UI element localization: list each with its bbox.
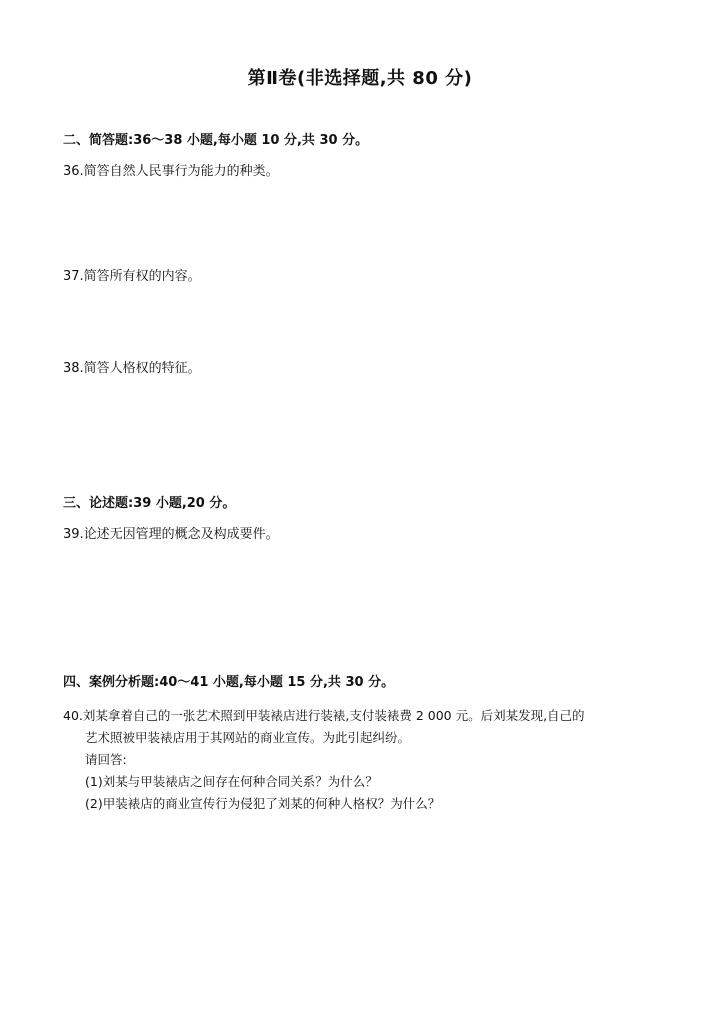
question-40-prompt: 请回答:	[85, 752, 127, 767]
question-36: 36.简答自然人民事行为能力的种类。	[63, 164, 279, 179]
question-40	[63, 705, 663, 815]
question-37: 37.简答所有权的内容。	[63, 269, 201, 284]
section-heading-short-answer: 二、简答题:36～38 小题,每小题 10 分,共 30 分。	[63, 133, 369, 148]
page-title: 第Ⅱ卷(非选择题,共 80 分)	[247, 68, 473, 89]
question-40-line2: 艺术照被甲装裱店用于其网站的商业宣传。为此引起纠纷。	[85, 730, 411, 745]
question-40-sub2: (2)甲装裱店的商业宣传行为侵犯了刘某的何种人格权？为什么？	[85, 796, 441, 811]
question-39: 39.论述无因管理的概念及构成要件。	[63, 527, 279, 542]
section-heading-essay: 三、论述题:39 小题,20 分。	[63, 496, 236, 511]
section-heading-case-analysis: 四、案例分析题:40～41 小题,每小题 15 分,共 30 分。	[63, 675, 395, 690]
question-40-line1: 40.刘某拿着自己的一张艺术照到甲装裱店进行装裱,支付装裱费 2 000 元。后刘某发现,自己的	[63, 708, 585, 723]
question-38: 38.简答人格权的特征。	[63, 361, 201, 376]
question-40-sub1: (1)刘某与甲装裱店之间存在何种合同关系？为什么？	[85, 774, 378, 789]
